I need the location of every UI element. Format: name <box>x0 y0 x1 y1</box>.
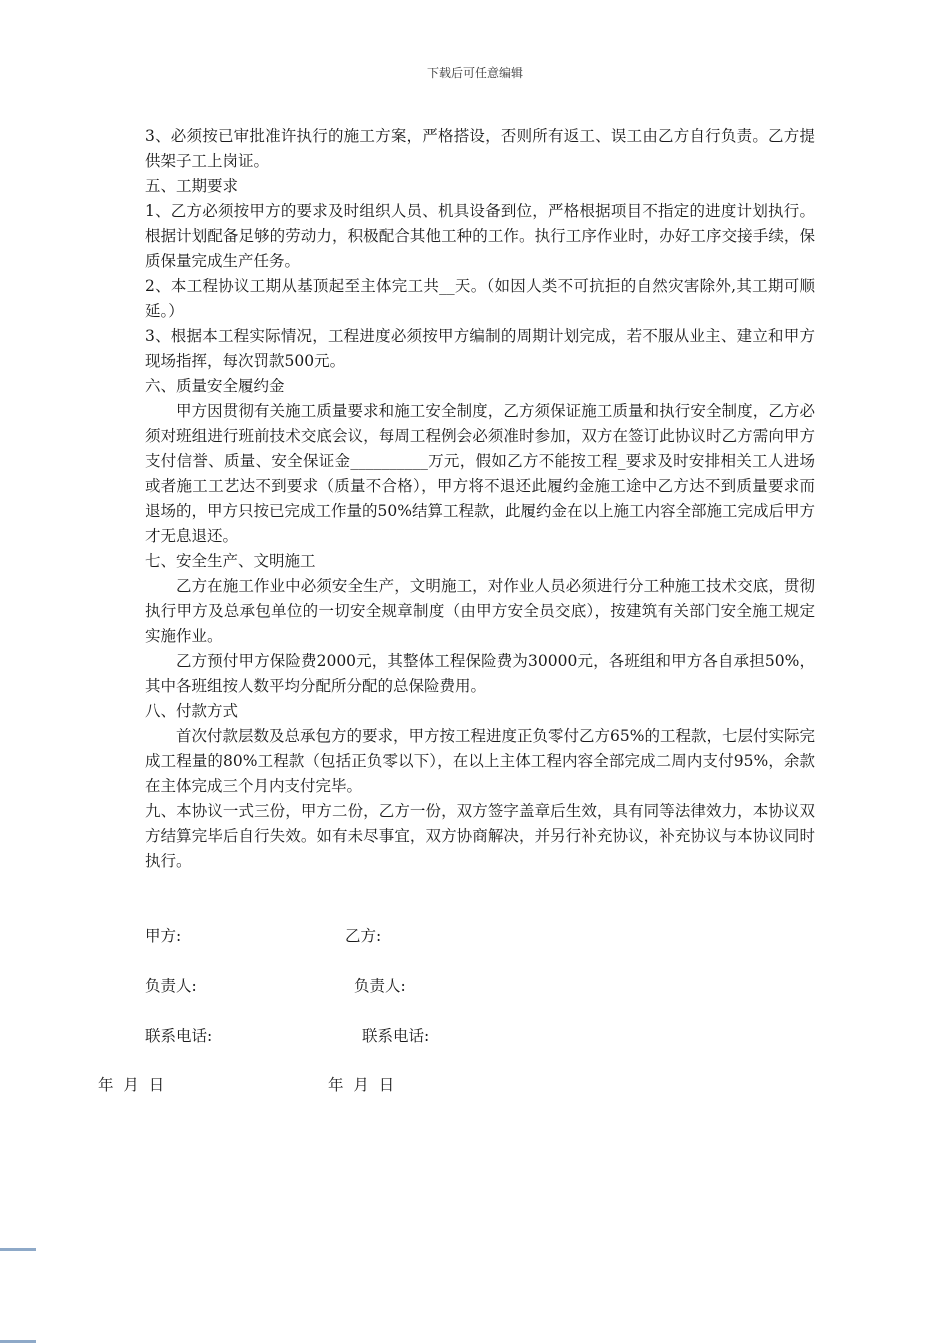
date-b-label: 年 月 日 <box>328 1076 395 1094</box>
phone-b-label: 联系电话: <box>362 1027 430 1045</box>
paragraph: 3、根据本工程实际情况，工程进度必须按甲方编制的周期计划完成，若不服从业主、建立和甲方现场指挥，每次罚款500元。 <box>145 327 815 370</box>
section-heading: 八、付款方式 <box>145 702 239 720</box>
contract-body <box>145 124 815 874</box>
party-b-label: 乙方: <box>345 927 382 945</box>
paragraph: 乙方预付甲方保险费2000元，其整体工程保险费为30000元，各班组和甲方各自承担50%，其中各班组按人数平均分配所分配的总保险费用。 <box>145 652 815 695</box>
paragraph: 乙方在施工作业中必须安全生产，文明施工，对作业人员必须进行分工种施工技术交底，贯彻执行甲方及总承包单位的一切安全规章制度（由甲方安全员交底），按建筑有关部门安全施工规定实施作业。 <box>145 577 815 645</box>
phone-a-label: 联系电话: <box>145 1027 213 1045</box>
paragraph: 3、必须按已审批准许执行的施工方案，严格搭设，否则所有返工、误工由乙方自行负责。乙方提供架子工上岗证。 <box>145 127 815 170</box>
page-edge-mark <box>0 1248 36 1251</box>
paragraph: 2、本工程协议工期从基顶起至主体完工共__天。（如因人类不可抗拒的自然灾害除外,其工期可顺延。） <box>145 277 815 320</box>
paragraph: 九、本协议一式三份，甲方二份，乙方一份，双方签字盖章后生效，具有同等法律效力，本协议双方结算完毕后自行失效。如有未尽事宜，双方协商解决，并另行补充协议，补充协议与本协议同时执行。 <box>145 802 815 870</box>
manager-b-label: 负责人: <box>354 977 406 995</box>
paragraph: 甲方因贯彻有关施工质量要求和施工安全制度，乙方须保证施工质量和执行安全制度，乙方必须对班组进行班前技术交底会议，每周工程例会必须准时参加，双方在签订此协议时乙方需向甲方支付信誉、质量、安全保证金__________万元，假如乙方不能按工程_要求及时安排相关工人进场或者施工工艺达不到要求（质量不合格），甲方将不退还此履约金施工途中乙方达不到质量要求而退场的，甲方只按已完成工作量的50%结算工程款，此履约金在以上施工内容全部施工完成后甲方才无息退还。 <box>145 402 815 545</box>
page-edge-mark <box>0 1340 36 1343</box>
section-heading: 七、安全生产、文明施工 <box>145 552 316 570</box>
date-a-label: 年 月 日 <box>98 1076 165 1094</box>
party-a-label: 甲方: <box>145 927 182 945</box>
page-header: 下载后可任意编辑 <box>426 66 523 80</box>
paragraph: 1、乙方必须按甲方的要求及时组织人员、机具设备到位，严格根据项目不指定的进度计划执行。根据计划配备足够的劳动力，积极配合其他工种的工作。执行工序作业时，办好工序交接手续，保质保量完成生产任务。 <box>145 202 815 270</box>
manager-a-label: 负责人: <box>145 977 197 995</box>
section-heading: 五、工期要求 <box>145 177 239 195</box>
paragraph: 首次付款层数及总承包方的要求，甲方按工程进度正负零付乙方65%的工程款，七层付实际完成工程量的80%工程款（包括正负零以下），在以上主体工程内容全部完成二周内支付95%，余款在主体完成三个月内支付完毕。 <box>145 727 815 795</box>
section-heading: 六、质量安全履约金 <box>145 377 285 395</box>
